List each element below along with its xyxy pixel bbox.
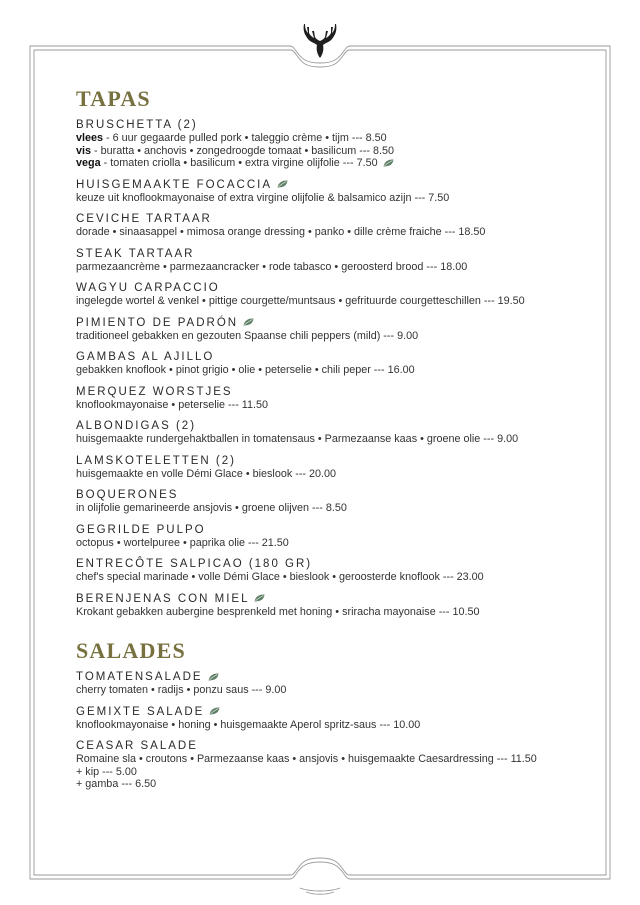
menu-item (76, 593, 576, 619)
menu-item-name (76, 558, 576, 571)
menu-item-title: BERENJENAS CON MIEL (76, 592, 250, 605)
menu-item-title: BOQUERONES (76, 489, 179, 501)
description-text: in olijfolie gemarineerde ansjovis • groene olijven --- 8.50 (76, 502, 347, 514)
menu-item (76, 179, 576, 205)
menu-item-description (76, 330, 576, 343)
description-text: dorade • sinaasappel • mimosa orange dressing • panko • dille crème fraiche --- 18.50 (76, 226, 486, 238)
menu-item-name (76, 386, 576, 399)
menu-item-name (76, 740, 576, 753)
menu-item-description (76, 295, 576, 308)
tapas-list (76, 119, 576, 618)
menu-item (76, 740, 576, 791)
description-text: knoflookmayonaise • honing • huisgemaakte Aperol spritz-saus --- 10.00 (76, 718, 421, 731)
menu-item-title: CEVICHE TARTAAR (76, 213, 212, 225)
leaf-icon (208, 672, 219, 680)
stag-antlers-icon (296, 16, 344, 64)
menu-item-description (76, 364, 576, 377)
salades-section (76, 638, 576, 791)
menu-item-description (76, 261, 576, 274)
menu-item-title: GEGRILDE PULPO (76, 523, 206, 536)
menu-item-description (76, 753, 576, 766)
menu-item-description (76, 778, 576, 791)
menu-item-description (76, 157, 576, 170)
menu-item-description (76, 571, 576, 584)
menu-item-name (76, 593, 576, 606)
leaf-icon (243, 317, 254, 325)
menu-item-name (76, 420, 576, 433)
menu-item-description (76, 502, 576, 515)
menu-item-title: LAMSKOTELETTEN (2) (76, 454, 236, 467)
menu-item-name (76, 248, 576, 261)
menu-item-description (76, 145, 576, 158)
description-text: Krokant gebakken aubergine besprenkeld met honing • sriracha mayonaise --- 10.50 (76, 605, 480, 618)
description-text: + kip --- 5.00 (76, 765, 137, 778)
leaf-icon (209, 706, 220, 714)
description-text: huisgemaakte en volle Démi Glace • bieslook --- 20.00 (76, 467, 337, 480)
section-title-salades: SALADES (76, 638, 186, 663)
menu-item-name (76, 671, 576, 684)
description-text: huisgemaakte rundergehaktballen in tomatensaus • Parmezaanse kaas • groene olie --- 9.00 (76, 433, 519, 445)
section-title-tapas: TAPAS (76, 86, 151, 111)
menu-item-description (76, 399, 576, 412)
menu-item-description (76, 226, 576, 239)
menu-item-title: STEAK TARTAAR (76, 247, 195, 260)
menu-item-description (76, 537, 576, 550)
menu-item-name (76, 351, 576, 364)
menu-item-title: HUISGEMAAKTE FOCACCIA (76, 178, 272, 191)
menu-item-description (76, 766, 576, 779)
menu-item-title: MERQUEZ WORSTJES (76, 385, 233, 398)
menu-item (76, 248, 576, 274)
menu-item-name (76, 179, 576, 192)
menu-item (76, 351, 576, 377)
menu-item (76, 455, 576, 481)
description-text: + gamba --- 6.50 (76, 778, 157, 790)
menu-item-description (76, 606, 576, 619)
menu-item-description (76, 433, 576, 446)
menu-item-title: BRUSCHETTA (2) (76, 119, 198, 131)
menu-item-description (76, 684, 576, 697)
menu-item-name (76, 317, 576, 330)
menu-item-name (76, 706, 576, 719)
menu-item (76, 119, 576, 170)
description-text: keuze uit knoflookmayonaise of extra virgine olijfolie & balsamico azijn --- 7.50 (76, 191, 450, 204)
menu-item-title: WAGYU CARPACCIO (76, 282, 220, 294)
menu-item (76, 282, 576, 308)
description-text: - tomaten criolla • basilicum • extra virgine olijfolie --- 7.50 (100, 157, 378, 169)
description-text: cherry tomaten • radijs • ponzu saus --- 9.00 (76, 684, 287, 696)
menu-item-name (76, 282, 576, 295)
menu-item (76, 317, 576, 343)
menu-item (76, 706, 576, 732)
menu-item-description (76, 719, 576, 732)
variant-label: vlees (76, 132, 104, 144)
tapas-section (76, 86, 576, 618)
menu-item-title: ENTRECÔTE SALPICAO (180 GR) (76, 558, 313, 570)
variant-label: vega (76, 157, 101, 169)
description-text: knoflookmayonaise • peterselie --- 11.50 (76, 398, 269, 411)
description-text: gebakken knoflook • pinot grigio • olie • peterselie • chili peper --- 16.00 (76, 364, 415, 376)
description-text: - 6 uur gegaarde pulled pork • taleggio crème • tijm --- 8.50 (103, 132, 387, 144)
leaf-icon (383, 158, 394, 166)
description-text: traditioneel gebakken en gezouten Spaanse chili peppers (mild) --- 9.00 (76, 329, 419, 342)
menu-item (76, 213, 576, 239)
description-text: parmezaancrème • parmezaancracker • rode tabasco • geroosterd brood --- 18.00 (76, 260, 468, 273)
menu-item-title: PIMIENTO DE PADRÓN (76, 316, 239, 329)
description-text: chef's special marinade • volle Démi Glace • bieslook • geroosterde knoflook --- 23.00 (76, 571, 484, 583)
leaf-icon (254, 593, 265, 601)
menu-item (76, 671, 576, 697)
leaf-icon (277, 179, 288, 187)
variant-label: vis (76, 144, 92, 157)
menu-item-name (76, 119, 576, 132)
description-text: Romaine sla • croutons • Parmezaanse kaas • ansjovis • huisgemaakte Caesardressing --- 11.50 (76, 753, 537, 765)
menu-item (76, 386, 576, 412)
menu-item-name (76, 213, 576, 226)
menu-item (76, 489, 576, 515)
menu-item-description (76, 468, 576, 481)
menu-item-name (76, 524, 576, 537)
menu-item-description (76, 132, 576, 145)
description-text: octopus • wortelpuree • paprika olie --- 21.50 (76, 536, 289, 549)
menu-item-title: GAMBAS AL AJILLO (76, 351, 215, 363)
menu-item-title: GEMIXTE SALADE (76, 705, 205, 718)
description-text: - buratta • anchovis • zongedroogde tomaat • basilicum --- 8.50 (91, 144, 395, 157)
description-text: ingelegde wortel & venkel • pittige courgette/muntsaus • gefrituurde courgetteschillen --- 19.50 (76, 295, 525, 307)
menu-content (76, 86, 576, 800)
menu-item (76, 558, 576, 584)
menu-item-title: ALBONDIGAS (2) (76, 420, 197, 432)
menu-item (76, 524, 576, 550)
menu-item (76, 420, 576, 446)
menu-item-title: TOMATENSALADE (76, 671, 203, 683)
menu-item-description (76, 192, 576, 205)
menu-item-name (76, 455, 576, 468)
menu-item-title: CEASAR SALADE (76, 740, 198, 752)
salades-list (76, 671, 576, 791)
menu-item-name (76, 489, 576, 502)
